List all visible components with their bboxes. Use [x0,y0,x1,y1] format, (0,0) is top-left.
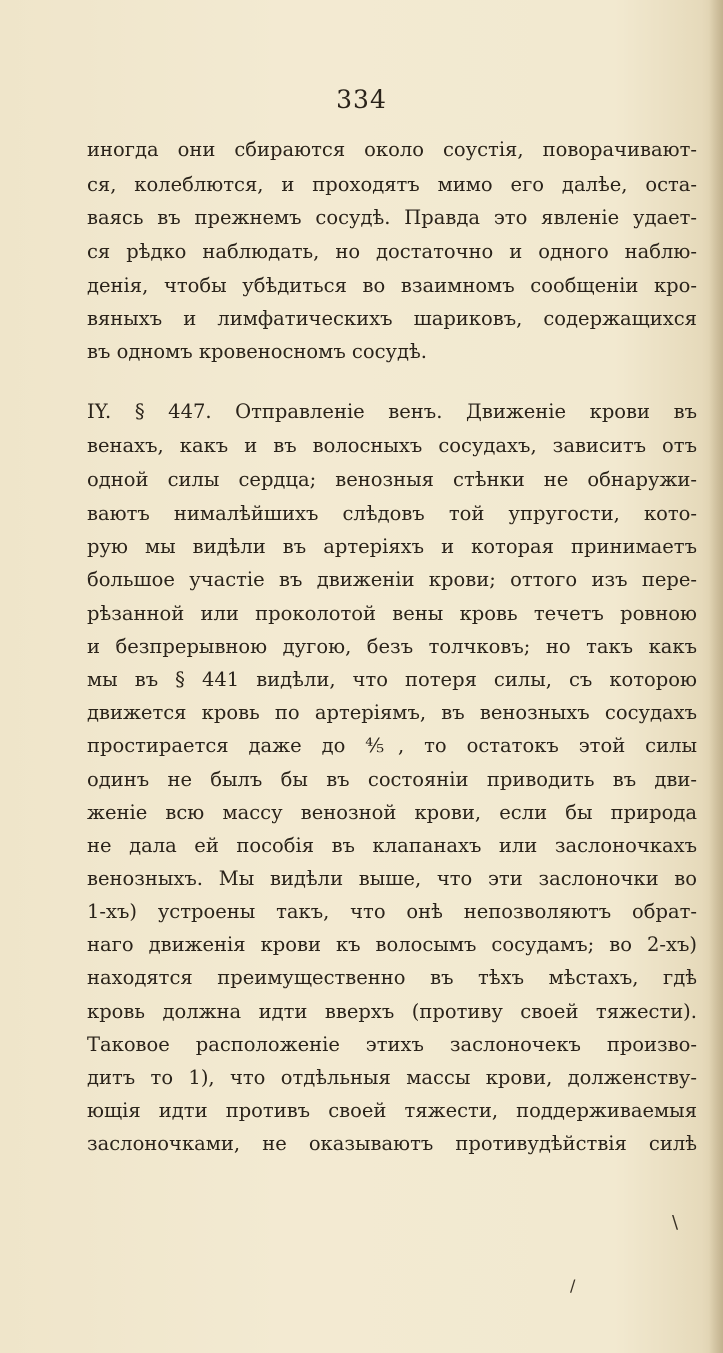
text-line: Таковое расположеніе этихъ заслоночекъ произво- [87,1033,697,1056]
page-speck: / [570,1276,576,1295]
text-line: находятся преимущественно въ тѣхъ мѣстахъ, гдѣ [87,966,697,989]
text-line: венозныхъ. Мы видѣли выше, что эти заслоночки во [87,867,697,890]
text-line: иногда они сбираются около соустія, поворачивают- [87,138,697,161]
text-line: движется кровь по артеріямъ, въ венозныхъ сосудахъ [87,701,697,724]
text-line: денія, чтобы убѣдиться во взаимномъ сообщеніи кро- [87,274,697,297]
text-line: IY. § 447. Отправленіе венъ. Движеніе крови въ [87,400,697,423]
text-line: женіе всю массу венозной крови, если бы природа [87,801,697,824]
text-line: кровь должна идти вверхъ (противу своей тяжести). [87,1000,697,1023]
page-number: 334 [336,85,387,114]
text-line: 1-хъ) устроены такъ, что онѣ непозволяютъ обрат- [87,900,697,923]
text-line: вяныхъ и лимфатическихъ шариковъ, содержащихся [87,307,697,330]
text-line: ся рѣдко наблюдать, но достаточно и одного наблю- [87,240,697,263]
text-line: простирается даже до ⅘, то остатокъ этой силы [87,734,697,757]
text-line: рую мы видѣли въ артеріяхъ и которая принимаетъ [87,535,697,558]
text-line: ющія идти противъ своей тяжести, поддерживаемыя [87,1099,697,1122]
text-line: ваясь въ прежнемъ сосудѣ. Правда это явленіе удает- [87,206,697,229]
text-line: ваютъ нималѣйшихъ слѣдовъ той упругости, кото- [87,502,697,525]
text-line: заслоночками, не оказываютъ противудѣйствія силѣ [87,1132,697,1155]
page-speck: \ [672,1212,679,1233]
text-line: въ одномъ кровеносномъ сосудѣ. [87,340,427,363]
text-line: одной силы сердца; венозныя стѣнки не обнаружи- [87,468,697,491]
text-line: не дала ей пособія въ клапанахъ или заслоночкахъ [87,834,697,857]
text-line: одинъ не былъ бы въ состояніи приводить въ дви- [87,768,697,791]
text-line: большое участіе въ движеніи крови; оттого изъ пере- [87,568,697,591]
text-line: дитъ то 1), что отдѣльныя массы крови, долженству- [87,1066,697,1089]
text-line: мы въ § 441 видѣли, что потеря силы, съ которою [87,668,697,691]
text-line: и безпрерывною дугою, безъ толчковъ; но такъ какъ [87,635,697,658]
page-edge-shadow [709,0,723,1353]
text-line: рѣзанной или проколотой вены кровь течетъ ровною [87,602,697,625]
text-line: ся, колеблются, и проходятъ мимо его далѣе, оста- [87,173,697,196]
text-line: наго движенія крови къ волосымъ сосудамъ; во 2-хъ) [87,933,697,956]
text-line: венахъ, какъ и въ волосныхъ сосудахъ, зависитъ отъ [87,434,697,457]
